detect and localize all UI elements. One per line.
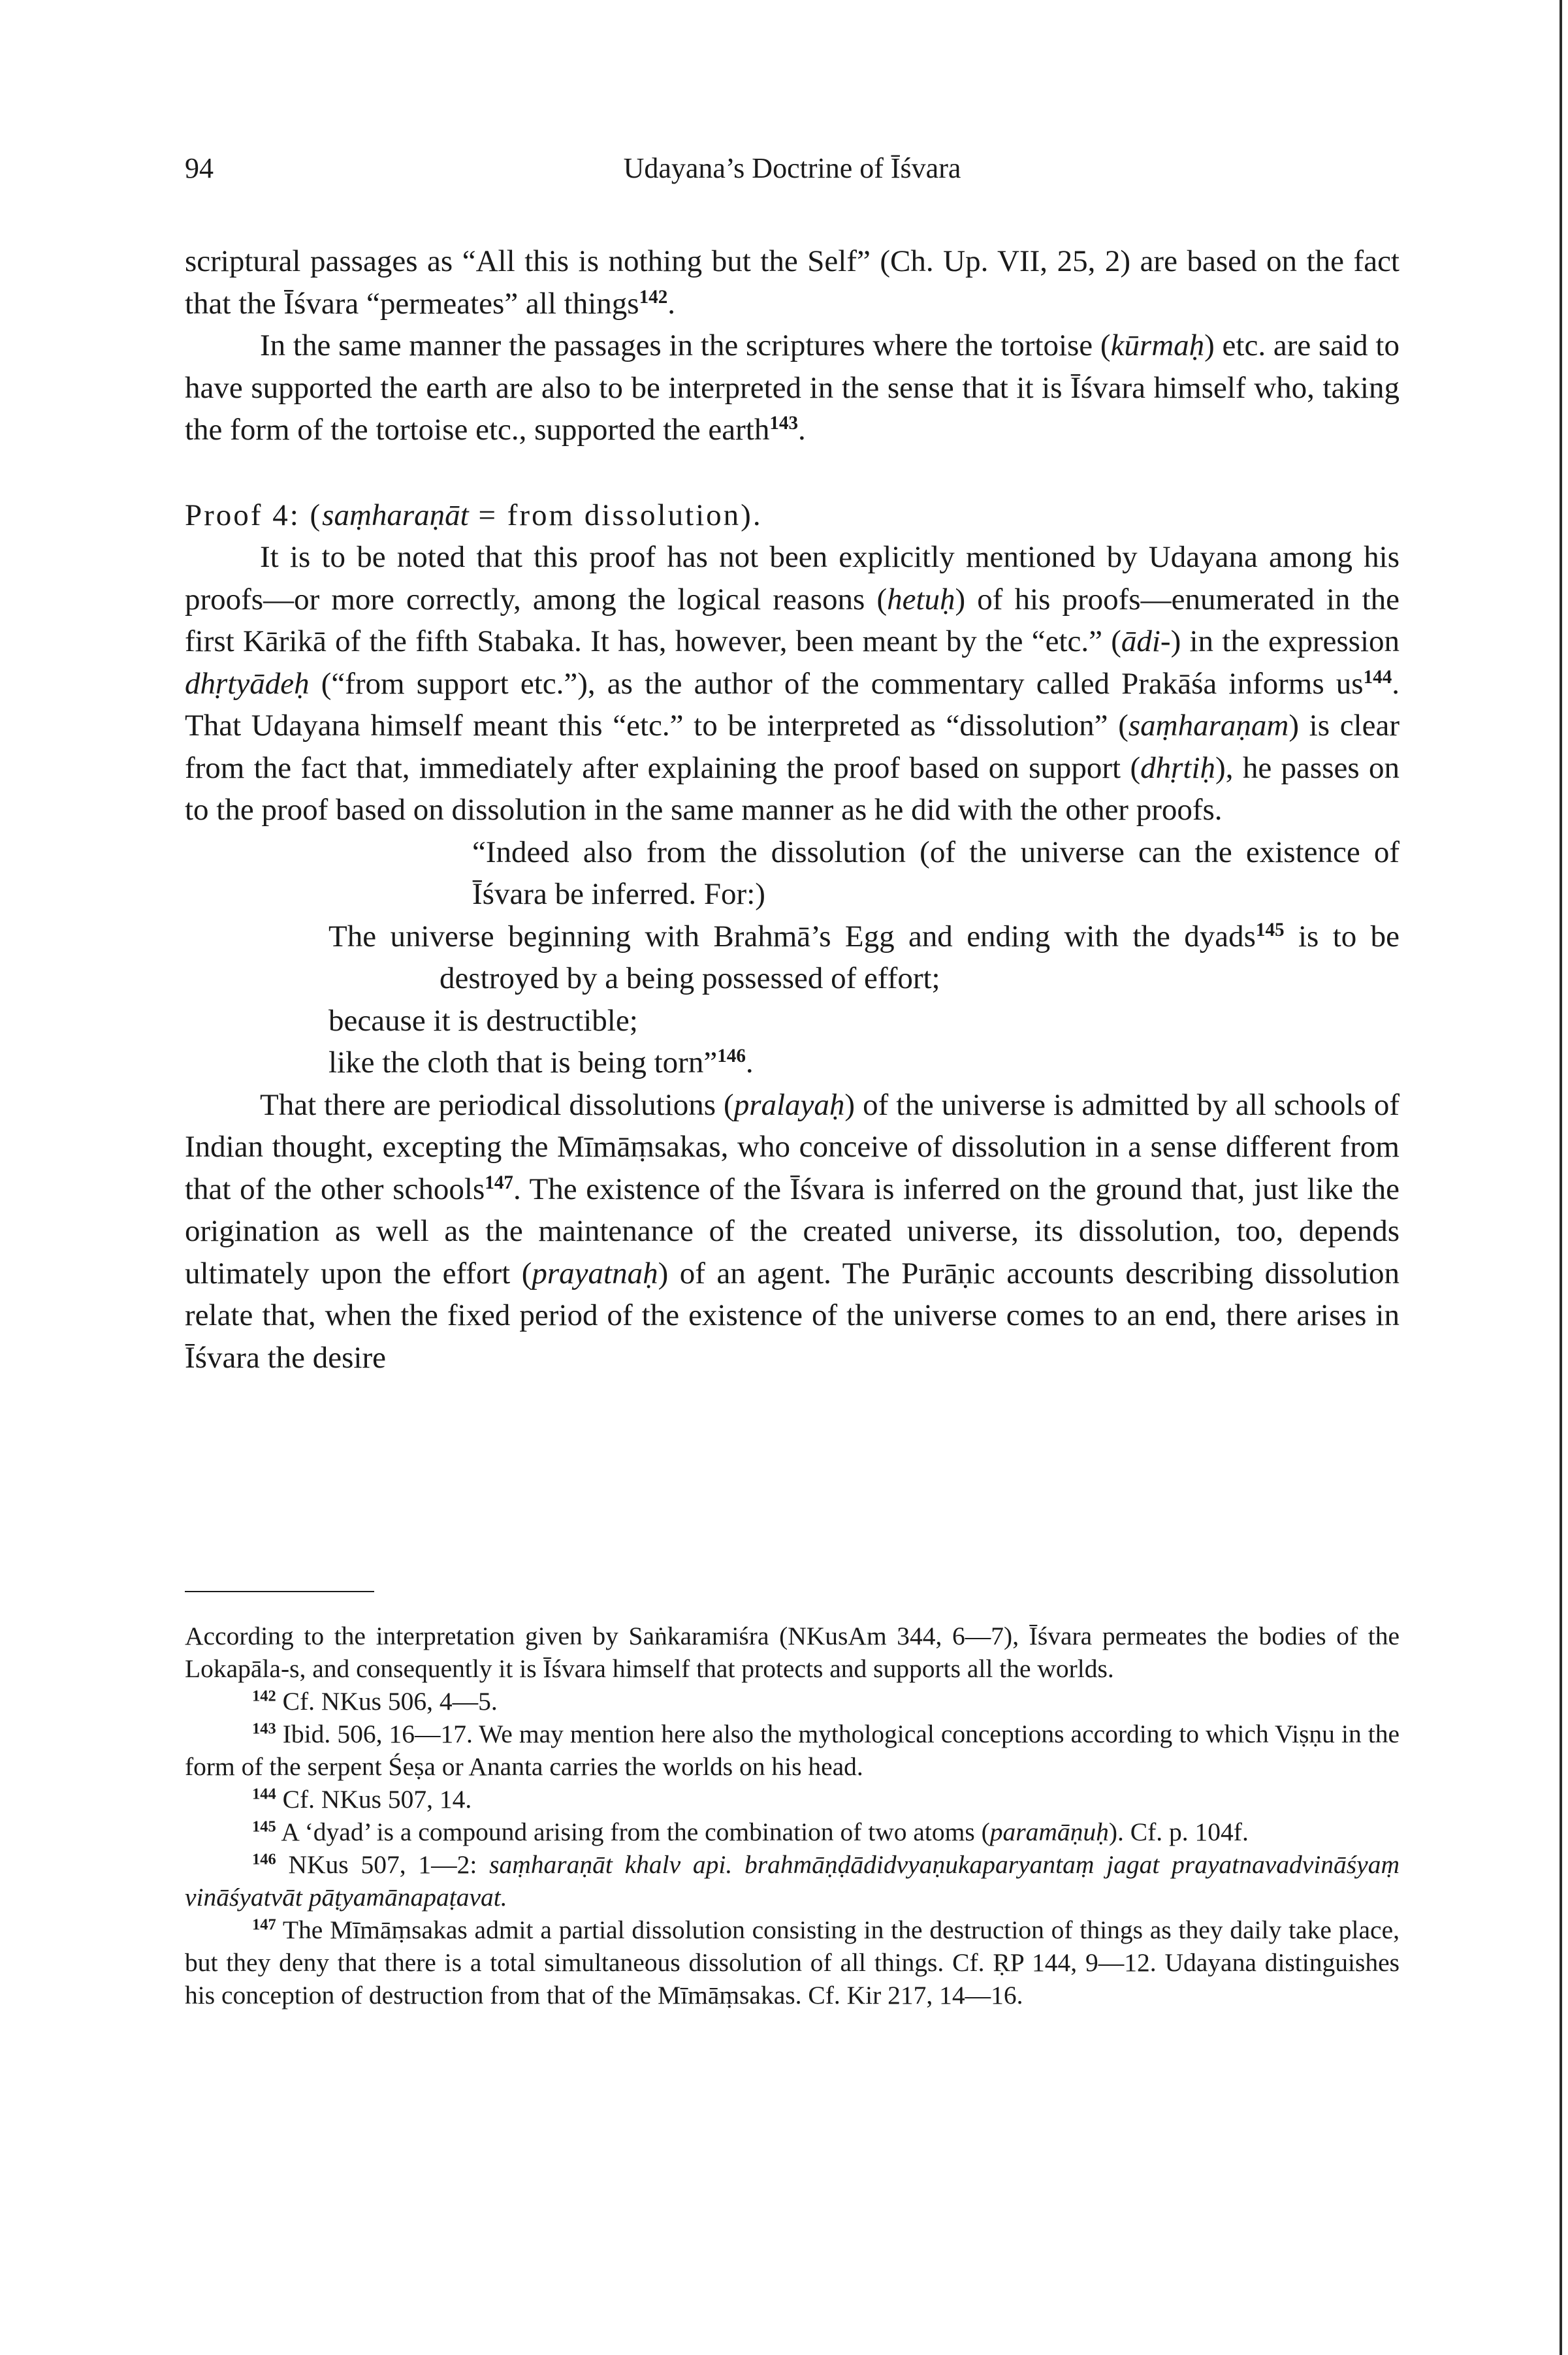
- text-run: (: [310, 498, 323, 532]
- quote-text-1: [328, 831, 1400, 916]
- footnote-ref: 145: [252, 1818, 276, 1836]
- text-run: ) in the expression: [1170, 624, 1400, 658]
- italic-term: pralayaḥ: [733, 1087, 845, 1122]
- text-run: (“from support etc.”), as the author of the commentary called Prakāśa informs us: [309, 666, 1364, 701]
- quote-line-3: [328, 1000, 1400, 1042]
- italic-term: dhṛtyādeḥ: [185, 666, 310, 701]
- running-title: Udayana’s Doctrine of Īśvara: [623, 152, 961, 184]
- footnote-146: [185, 1848, 1400, 1914]
- page-edge-shadow: [1560, 0, 1562, 2355]
- paragraph-3: [185, 536, 1400, 831]
- text-run: ) of the universe is admitted by all schools of Indian thought, excepting the Mīmāṃsakas, who conceive of dissolution in a sense different from that of the other schools: [185, 1087, 1400, 1206]
- text-run: .: [667, 286, 676, 321]
- text-run: “Indeed also from the dissolution (of the universe can the existence of Īśvara be inferred. For:): [472, 835, 1400, 911]
- footnote-ref: 142: [252, 1687, 276, 1705]
- text-run: In the same manner the passages in the scriptures where the tortoise (: [260, 328, 1111, 362]
- footnote-rule: [185, 1591, 374, 1592]
- text-run: ). Cf. p. 104f.: [1108, 1818, 1249, 1846]
- paragraph-1: [185, 240, 1400, 325]
- italic-term: saṃharaṇāt khalv api. brahmāṇḍādidvyaṇukaparyantaṃ jagat prayatnavadvināśyaṃ vināśyatvāt pāṭyamānapaṭavat.: [185, 1850, 1400, 1912]
- quote-line-4: [328, 1042, 1400, 1084]
- text-run: Proof 4:: [185, 498, 310, 532]
- footnotes: [185, 1620, 1400, 2011]
- footnote-ref: 144: [1363, 666, 1392, 688]
- footnote-144: [185, 1783, 1400, 1816]
- text-run: The Mīmāṃsakas admit a partial dissolution consisting in the destruction of things as they daily take place, but they deny that there is a total simultaneous dissolution of all things. Cf. ṚP 144, 9—12. Udayana distinguishes his conception of destruction from that of the Mīmāṃsakas. Cf. Kir 217, 14—16.: [185, 1915, 1400, 2010]
- text-run: ) of his proofs—enumerated in the first Kārikā of the fifth Stabaka. It has, however, been meant by the “etc.” (: [185, 582, 1400, 658]
- text-run: .: [798, 413, 806, 447]
- footnote-ref: 147: [485, 1172, 513, 1193]
- main-text: [185, 240, 1400, 1379]
- text-run: The universe beginning with Brahmā’s Egg and ending with the dyads: [328, 919, 1256, 953]
- italic-term: paramāṇuḥ: [989, 1818, 1109, 1846]
- italic-term: dhṛtiḥ: [1140, 750, 1216, 785]
- page-number: 94: [185, 152, 214, 184]
- section-gap: [185, 451, 1400, 494]
- footnote-143: [185, 1718, 1400, 1783]
- text-run: It is to be noted that this proof has not been explicitly mentioned by Udayana among his proofs—or more correctly, among the logical reasons (: [185, 540, 1400, 617]
- footnote-ref: 146: [252, 1850, 276, 1868]
- footnote-ref: 142: [639, 286, 668, 308]
- text-run: = from dissolution).: [468, 498, 763, 532]
- text-run: because it is destructible;: [328, 1003, 638, 1038]
- footnote-145: [185, 1816, 1400, 1848]
- text-run: ) etc. are said to have supported the earth are also to be interpreted in the sense that it is Īśvara himself who, taking the form of the tortoise etc., supported the earth: [185, 328, 1400, 447]
- italic-term: ādi-: [1121, 624, 1171, 658]
- italic-term: saṃharaṇāt: [322, 498, 469, 532]
- text-run: ) is clear from the fact that, immediately after explaining the proof based on support (: [185, 709, 1400, 785]
- text-run: Ibid. 506, 16—17. We may mention here also the mythological conceptions according to which Viṣṇu in the form of the serpent Śeṣa or Ananta carries the worlds on his head.: [185, 1720, 1400, 1781]
- text-run: NKus 507, 1—2:: [276, 1850, 490, 1879]
- footnote-ref: 143: [252, 1720, 276, 1738]
- text-run: . The existence of the Īśvara is inferred on the ground that, just like the origination as well as the maintenance of the created universe, its dissolution, too, depends ultimately upon the effort (: [185, 1172, 1400, 1290]
- text-run: According to the interpretation given by Saṅkaramiśra (NKusAm 344, 6—7), Īśvara permeates the bodies of the Lokapāla-s, and consequently it is Īśvara himself that protects and supports all the worlds.: [185, 1622, 1400, 1683]
- text-run: . That Udayana himself meant this “etc.” to be interpreted as “dissolution” (: [185, 666, 1400, 743]
- footnote-ref: 144: [252, 1785, 276, 1803]
- text-run: A ‘dyad’ is a compound arising from the combination of two atoms (: [276, 1818, 990, 1846]
- italic-term: hetuḥ: [887, 582, 955, 617]
- footnote-ref: 145: [1255, 919, 1285, 940]
- footnote-ref: 146: [717, 1045, 746, 1066]
- footnote-ref: 147: [252, 1915, 276, 1934]
- footnote-ref: 143: [769, 412, 799, 434]
- footnote-continued: [185, 1620, 1400, 1685]
- quote-line-2: [328, 916, 1400, 1000]
- italic-term: saṃharaṇam: [1128, 709, 1289, 743]
- block-quote: [185, 831, 1400, 1084]
- text-run: That there are periodical dissolutions (: [260, 1087, 734, 1122]
- paragraph-2: [185, 325, 1400, 451]
- paragraph-4: [185, 1084, 1400, 1379]
- text-run: ), he passes on to the proof based on dissolution in the same manner as he did with the other proofs.: [185, 750, 1400, 827]
- footnote-142: [185, 1685, 1400, 1718]
- text-run: ) of an agent. The Purāṇic accounts describing dissolution relate that, when the fixed period of the existence of the universe comes to an end, there arises in Īśvara the desire: [185, 1256, 1400, 1375]
- text-run: is to be destroyed by a being possessed of effort;: [440, 919, 1400, 995]
- page-header: [185, 152, 1400, 191]
- footnote-147: [185, 1914, 1400, 2011]
- italic-term: prayatnaḥ: [532, 1256, 658, 1290]
- italic-term: kūrmaḥ: [1110, 328, 1205, 362]
- text-run: .: [745, 1046, 754, 1080]
- proof-heading: [185, 494, 1400, 537]
- quote-line-1: [328, 831, 1400, 916]
- text-run: Cf. NKus 506, 4—5.: [276, 1687, 498, 1716]
- text-run: scriptural passages as “All this is nothing but the Self” (Ch. Up. VII, 25, 2) are based on the fact that the Īśvara “permeates” all things: [185, 244, 1400, 321]
- text-run: Cf. NKus 507, 14.: [276, 1785, 472, 1814]
- text-run: like the cloth that is being torn”: [328, 1046, 718, 1080]
